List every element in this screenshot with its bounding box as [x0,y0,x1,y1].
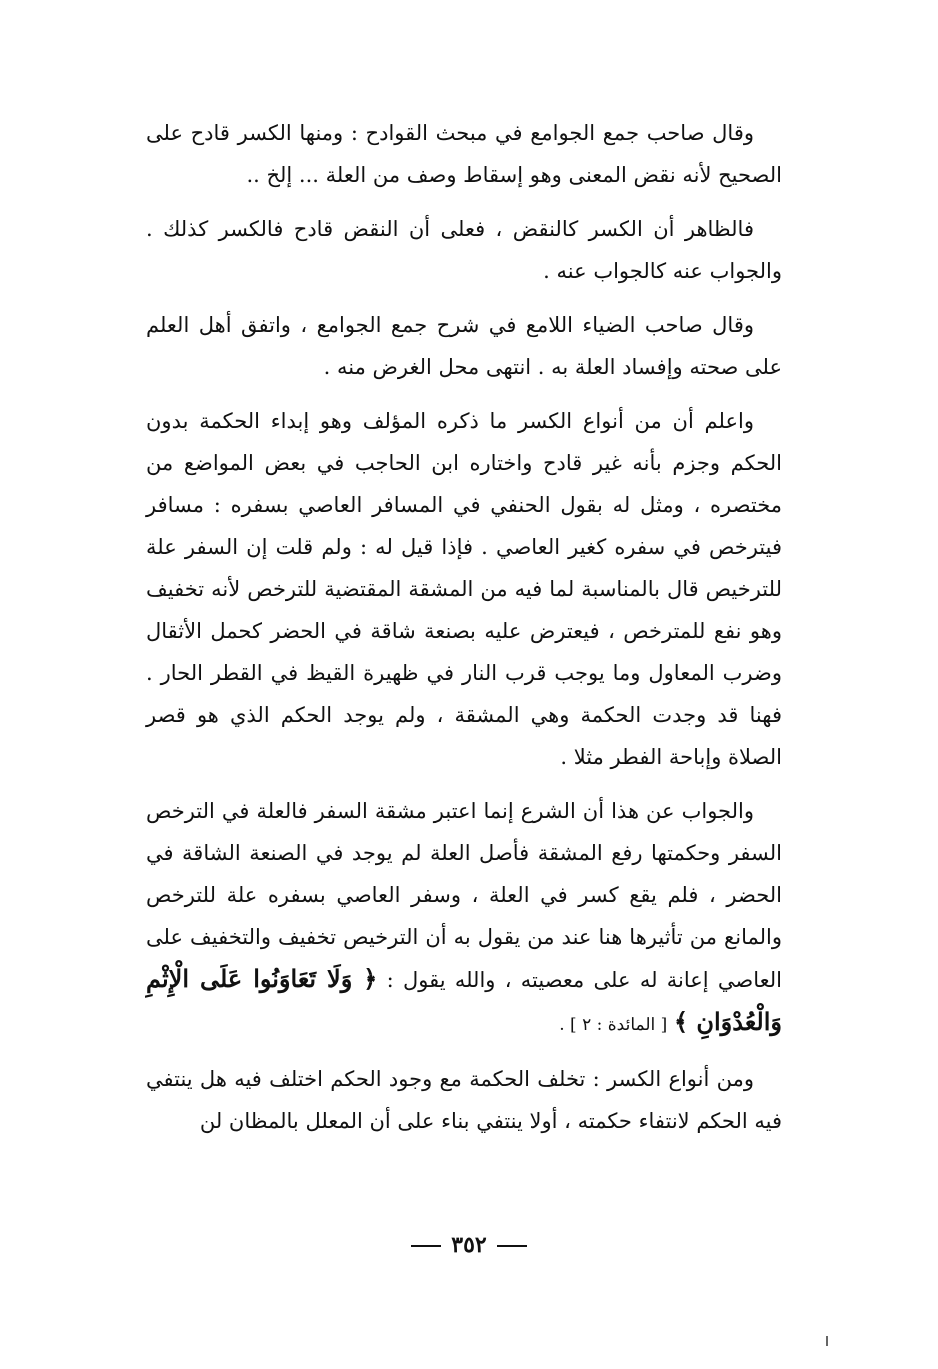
paragraph-6 [146,1058,782,1142]
page-number-dash-left [497,1245,527,1247]
paragraph-5 [146,790,782,1046]
paragraph-1 [146,112,782,196]
page-number-value: ٣٥٢ [451,1232,487,1258]
paragraph-4 [146,400,782,778]
scan-mark [826,1336,828,1346]
paragraph-6-text: ومن أنواع الكسر : تخلف الحكمة مع وجود الحكم اختلف فيه هل ينتفي فيه الحكم لانتفاء حكمته ، أولا ينتفي بناء على أن المعلل بالمظان لن [146,1067,782,1133]
paragraph-3 [146,304,782,388]
quran-verse: ﴿ وَلَا تَعَاوَنُوا عَلَى الْإِثْمِ وَالْعُدْوَانِ ﴾ [146,964,782,1036]
paragraph-2-text: فالظاهر أن الكسر كالنقض ، فعلى أن النقض قادح فالكسر كذلك . والجواب عنه كالجواب عنه . [146,217,782,283]
paragraph-4-text: واعلم أن من أنواع الكسر ما ذكره المؤلف وهو إبداء الحكمة بدون الحكم وجزم بأنه غير قادح واختاره ابن الحاجب في بعض المواضع من مختصره ، ومثل له بقول الحنفي في المسافر العاصي بسفره : مسافر فيترخص في سفره كغير العاصي . فإذا قيل له : ولم قلت إن السفر علة للترخيص قال بالمناسبة لما فيه من المشقة المقتضية للترخص لأنه تخفيف وهو نفع للمترخص ، فيعترض عليه بصنعة شاقة في الحضر كحمل الأثقال وضرب المعاول وما يوجب قرب النار في ظهيرة القيظ في القطر الحار . فهنا قد وجدت الحكمة وهي المشقة ، ولم يوجد الحكم الذي هو قصر الصلاة وإباحة الفطر مثلا . [146,409,782,769]
paragraph-2 [146,208,782,292]
page-number [0,1232,938,1258]
body-text [146,112,782,1154]
paragraph-5-text: والجواب عن هذا أن الشرع إنما اعتبر مشقة السفر فالعلة في الترخص السفر وحكمتها رفع المشقة فأصل العلة لم يوجد في الصنعة الشاقة في الحضر ، فلم يقع كسر في العلة ، وسفر العاصي بسفره علة للترخص والمانع من تأثيرها هنا عند من يقول به أن الترخيص تخفيف والتخفيف على العاصي إعانة له على معصيته ، والله يقول : [146,799,782,992]
paragraph-3-text: وقال صاحب الضياء اللامع في شرح جمع الجوامع ، واتفق أهل العلم على صحته وإفساد العلة به . انتهى محل الغرض منه . [146,313,782,379]
verse-reference: [ المائدة : ٢ ] . [559,1015,668,1035]
paragraph-1-text: وقال صاحب جمع الجوامع في مبحث القوادح : ومنها الكسر قادح على الصحيح لأنه نقض المعنى وهو إسقاط وصف من العلة ... إلخ .. [146,121,782,187]
page-number-dash-right [411,1245,441,1247]
